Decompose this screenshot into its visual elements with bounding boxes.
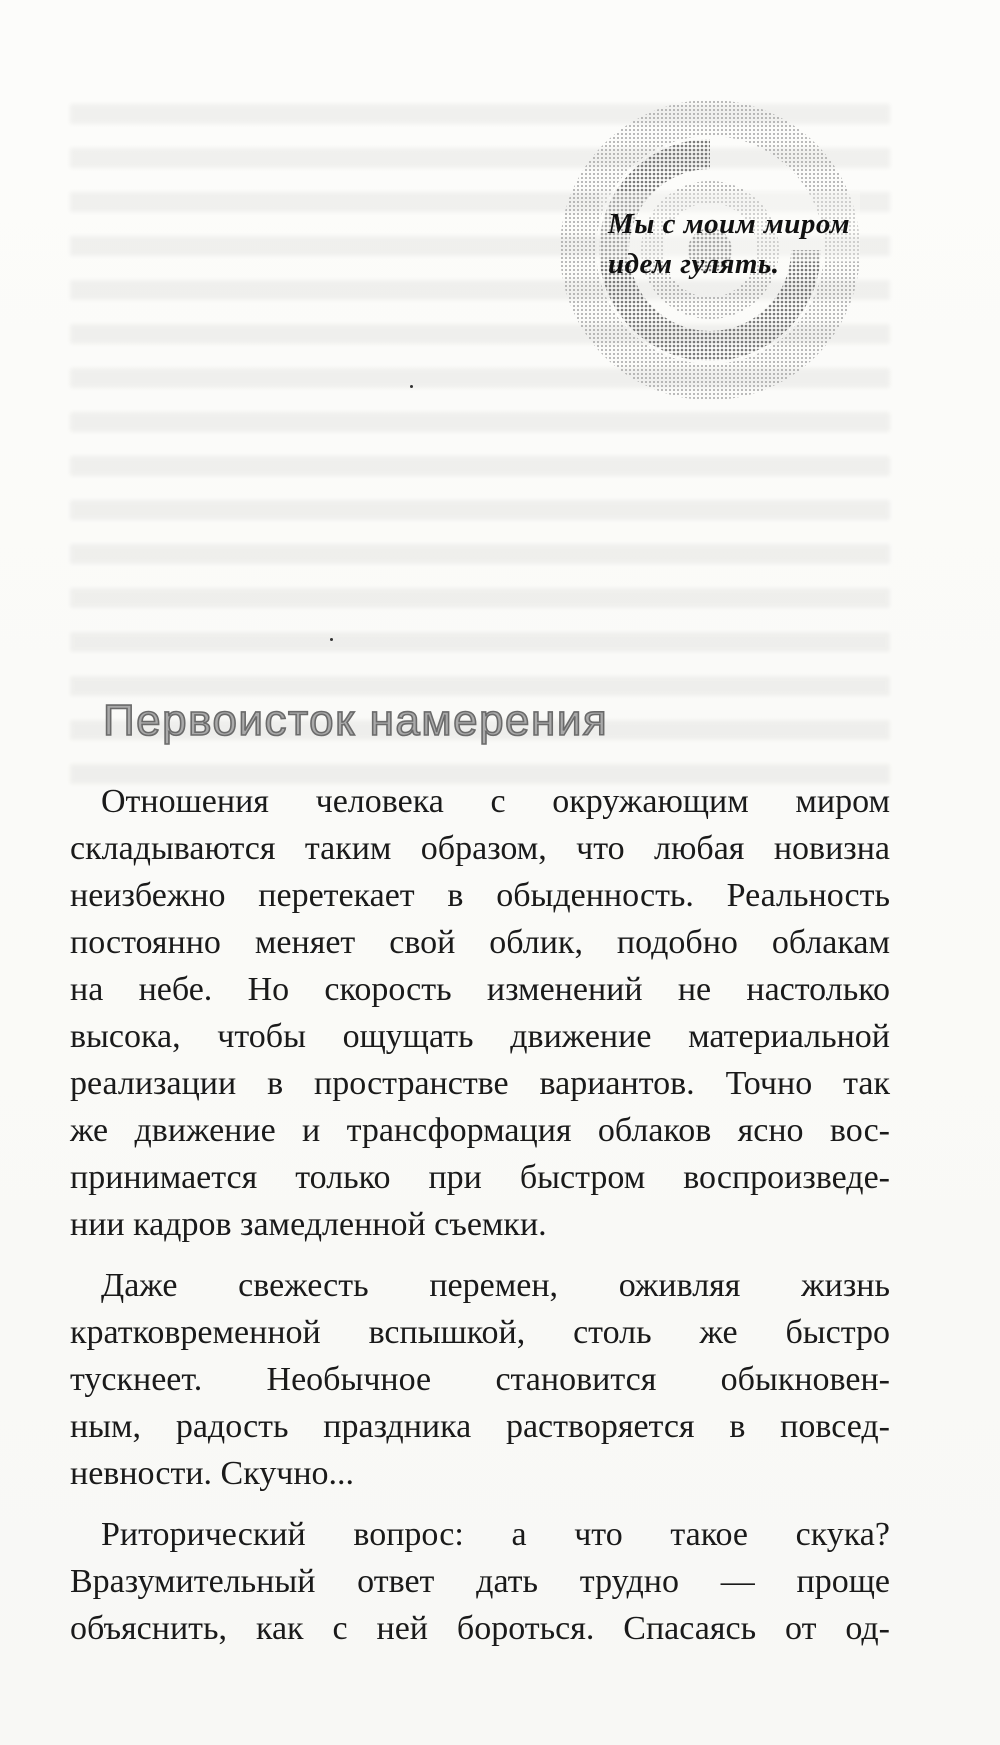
text-line: тускнеет. Необычное становится обыкновен-: [70, 1361, 890, 1398]
text-line: реализации в пространстве вариантов. Точно так: [70, 1065, 890, 1102]
paragraph-gap: [70, 1497, 890, 1511]
text-line: на небе. Но скорость изменений не настолько: [70, 971, 890, 1008]
paragraph-3: [70, 1511, 890, 1652]
print-speck: [330, 638, 333, 641]
text-line: объяснить, как с ней бороться. Спасаясь от од-: [70, 1610, 890, 1647]
body-text: [70, 778, 890, 1652]
text-line: высока, чтобы ощущать движение материальной: [70, 1018, 890, 1055]
text-line: Даже свежесть перемен, оживляя жизнь: [101, 1267, 890, 1304]
epigraph-line-1: Мы с моим миром: [608, 208, 851, 240]
epigraph-line-2: идем гулять.: [608, 248, 780, 280]
paragraph-1: [70, 778, 890, 1248]
text-line: кратковременной вспышкой, столь же быстро: [70, 1314, 890, 1351]
text-line: неизбежно перетекает в обыденность. Реальность: [70, 877, 890, 914]
chapter-heading: Первоисток намерения: [103, 696, 609, 745]
print-speck: [410, 385, 413, 388]
text-line: ным, радость праздника растворяется в повсед-: [70, 1408, 890, 1445]
paragraph-2: [70, 1262, 890, 1497]
epigraph: [608, 204, 908, 284]
text-line: Риторический вопрос: а что такое скука?: [101, 1516, 890, 1553]
text-line: же движение и трансформация облаков ясно вос-: [70, 1112, 890, 1149]
paragraph-gap: [70, 1248, 890, 1262]
text-line: принимается только при быстром воспроизведе-: [70, 1159, 890, 1196]
text-line: невности. Скучно...: [70, 1455, 355, 1492]
text-line: Отношения человека с окружающим миром: [101, 783, 890, 820]
text-line: постоянно меняет свой облик, подобно облакам: [70, 924, 890, 961]
text-line: Вразумительный ответ дать трудно — проще: [70, 1563, 890, 1600]
text-line: складываются таким образом, что любая новизна: [70, 830, 890, 867]
text-line: нии кадров замедленной съемки.: [70, 1206, 547, 1243]
